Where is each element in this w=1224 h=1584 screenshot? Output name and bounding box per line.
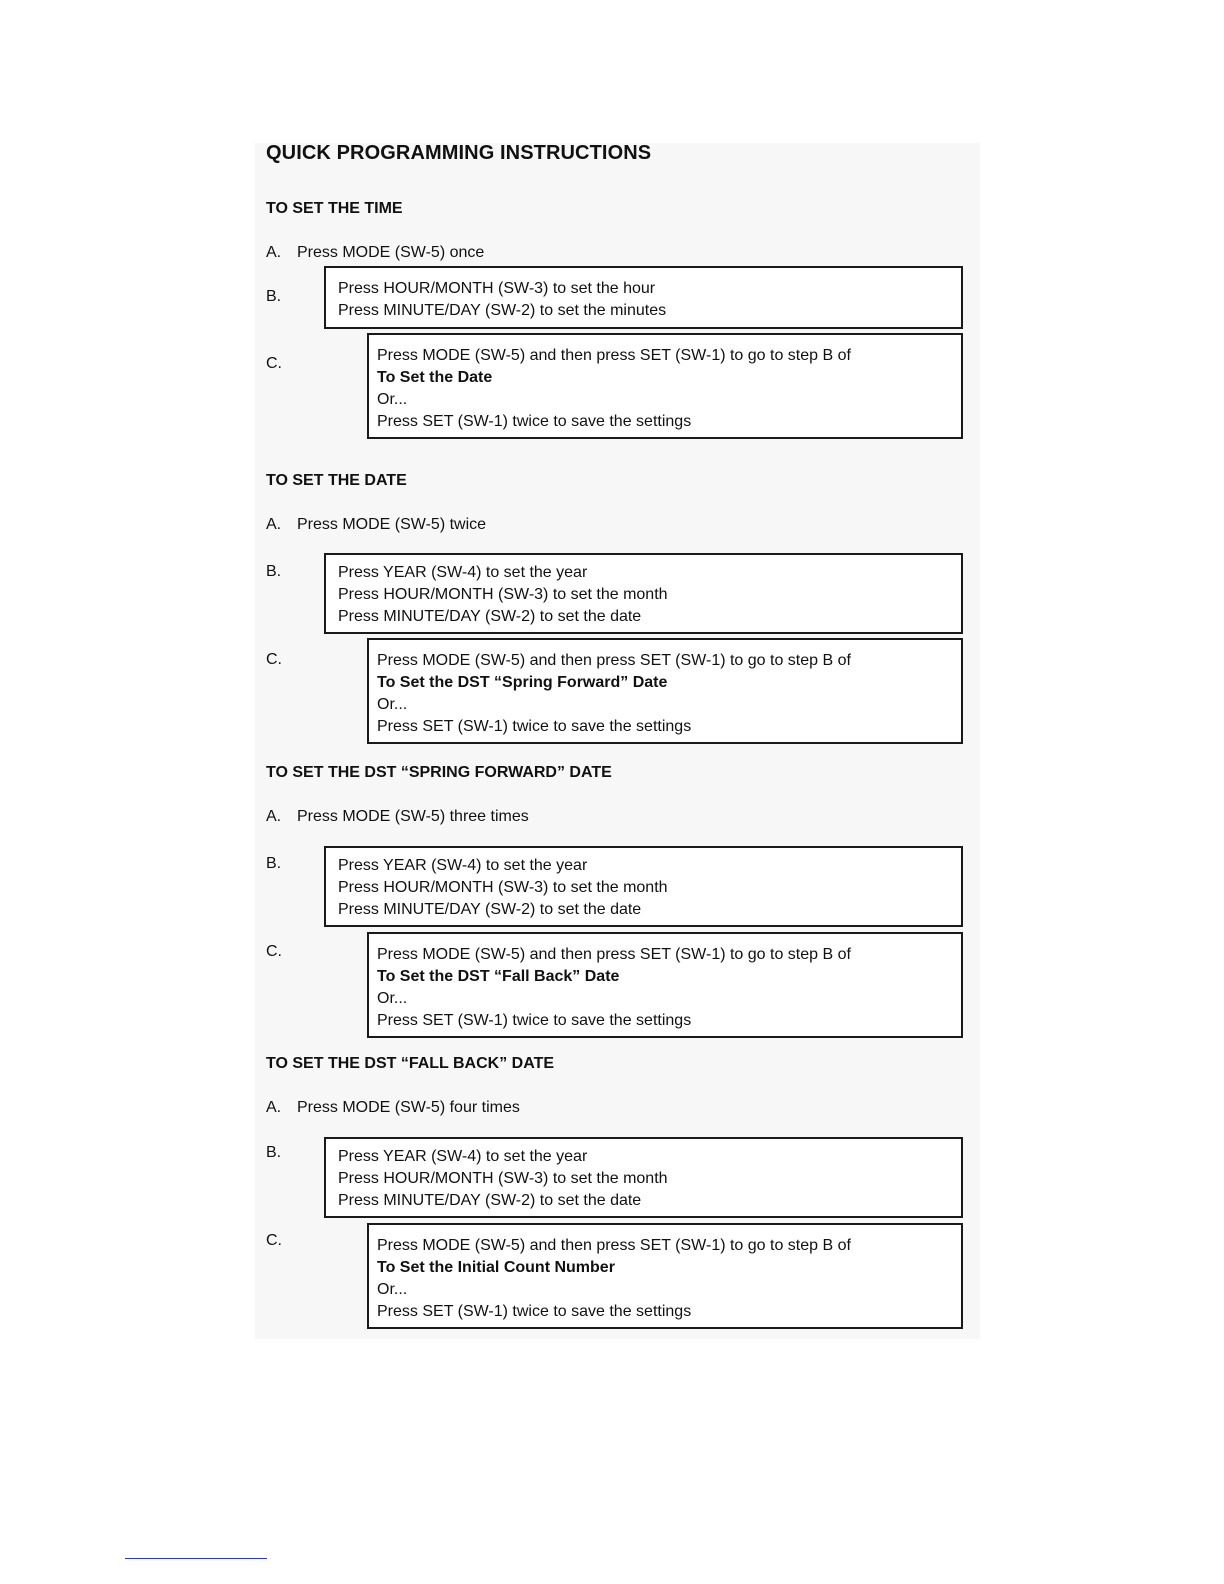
step-a-text: Press MODE (SW-5) four times bbox=[297, 1099, 520, 1116]
step-c-box bbox=[367, 638, 963, 744]
step-b-line: Press YEAR (SW-4) to set the year bbox=[338, 1148, 588, 1165]
step-b-letter: B. bbox=[266, 563, 282, 580]
step-a-letter: A. bbox=[266, 244, 282, 261]
step-a bbox=[266, 1099, 520, 1117]
step-b-line: Press MINUTE/DAY (SW-2) to set the date bbox=[338, 901, 642, 918]
step-c-or: Or... bbox=[377, 990, 408, 1007]
step-b-line: Press MINUTE/DAY (SW-2) to set the date bbox=[338, 608, 642, 625]
section-heading: TO SET THE DST “FALL BACK” DATE bbox=[266, 1055, 555, 1072]
step-c-box bbox=[367, 333, 963, 439]
step-c-letter: C. bbox=[266, 943, 282, 960]
step-a bbox=[266, 244, 484, 262]
step-a-letter: A. bbox=[266, 516, 282, 533]
step-b-line: Press YEAR (SW-4) to set the year bbox=[338, 564, 588, 581]
step-c-target-section: To Set the DST “Spring Forward” Date bbox=[377, 674, 668, 691]
step-b-line: Press HOUR/MONTH (SW-3) to set the month bbox=[338, 879, 668, 896]
step-c-box bbox=[367, 932, 963, 1038]
step-c-target-section: To Set the DST “Fall Back” Date bbox=[377, 968, 620, 985]
step-b-line: Press MINUTE/DAY (SW-2) to set the minutes bbox=[338, 302, 667, 319]
step-b-letter: B. bbox=[266, 288, 282, 305]
section-set-time bbox=[0, 200, 1224, 460]
step-c-instruction: Press MODE (SW-5) and then press SET (SW-1) to go to step B of bbox=[377, 652, 851, 669]
step-c-save: Press SET (SW-1) twice to save the settings bbox=[377, 1303, 692, 1320]
step-c-save: Press SET (SW-1) twice to save the settings bbox=[377, 718, 692, 735]
section-set-dst-spring-forward bbox=[0, 764, 1224, 1029]
step-c-or: Or... bbox=[377, 1281, 408, 1298]
step-c-or: Or... bbox=[377, 391, 408, 408]
section-heading: TO SET THE DST “SPRING FORWARD” DATE bbox=[266, 764, 612, 781]
step-b-line: Press MINUTE/DAY (SW-2) to set the date bbox=[338, 1192, 642, 1209]
step-b-line: Press HOUR/MONTH (SW-3) to set the month bbox=[338, 586, 668, 603]
step-c-letter: C. bbox=[266, 651, 282, 668]
step-a-text: Press MODE (SW-5) twice bbox=[297, 516, 487, 533]
section-heading: TO SET THE TIME bbox=[266, 200, 403, 217]
step-a bbox=[266, 808, 529, 826]
step-a bbox=[266, 516, 486, 534]
step-b-box bbox=[324, 266, 963, 329]
step-b-line: Press HOUR/MONTH (SW-3) to set the month bbox=[338, 1170, 668, 1187]
step-a-letter: A. bbox=[266, 808, 282, 825]
step-b-box bbox=[324, 553, 963, 634]
step-c-letter: C. bbox=[266, 355, 282, 372]
section-heading: TO SET THE DATE bbox=[266, 472, 407, 489]
step-b-line: Press YEAR (SW-4) to set the year bbox=[338, 857, 588, 874]
footnote-divider bbox=[125, 1558, 267, 1559]
step-c-save: Press SET (SW-1) twice to save the settings bbox=[377, 413, 692, 430]
step-c-instruction: Press MODE (SW-5) and then press SET (SW-1) to go to step B of bbox=[377, 347, 851, 364]
step-c-box bbox=[367, 1223, 963, 1329]
step-a-text: Press MODE (SW-5) three times bbox=[297, 808, 529, 825]
step-c-instruction: Press MODE (SW-5) and then press SET (SW-1) to go to step B of bbox=[377, 1237, 851, 1254]
section-set-dst-fall-back bbox=[0, 1055, 1224, 1320]
step-c-save: Press SET (SW-1) twice to save the settings bbox=[377, 1012, 692, 1029]
step-c-target-section: To Set the Date bbox=[377, 369, 493, 386]
step-b-letter: B. bbox=[266, 855, 282, 872]
step-b-letter: B. bbox=[266, 1144, 282, 1161]
step-a-text: Press MODE (SW-5) once bbox=[297, 244, 485, 261]
step-c-or: Or... bbox=[377, 696, 408, 713]
page-title: QUICK PROGRAMMING INSTRUCTIONS bbox=[266, 142, 652, 164]
step-c-target-section: To Set the Initial Count Number bbox=[377, 1259, 615, 1276]
step-a-letter: A. bbox=[266, 1099, 282, 1116]
section-set-date bbox=[0, 472, 1224, 735]
step-b-box bbox=[324, 846, 963, 927]
step-c-letter: C. bbox=[266, 1232, 282, 1249]
step-c-instruction: Press MODE (SW-5) and then press SET (SW-1) to go to step B of bbox=[377, 946, 851, 963]
step-b-line: Press HOUR/MONTH (SW-3) to set the hour bbox=[338, 280, 656, 297]
step-b-box bbox=[324, 1137, 963, 1218]
